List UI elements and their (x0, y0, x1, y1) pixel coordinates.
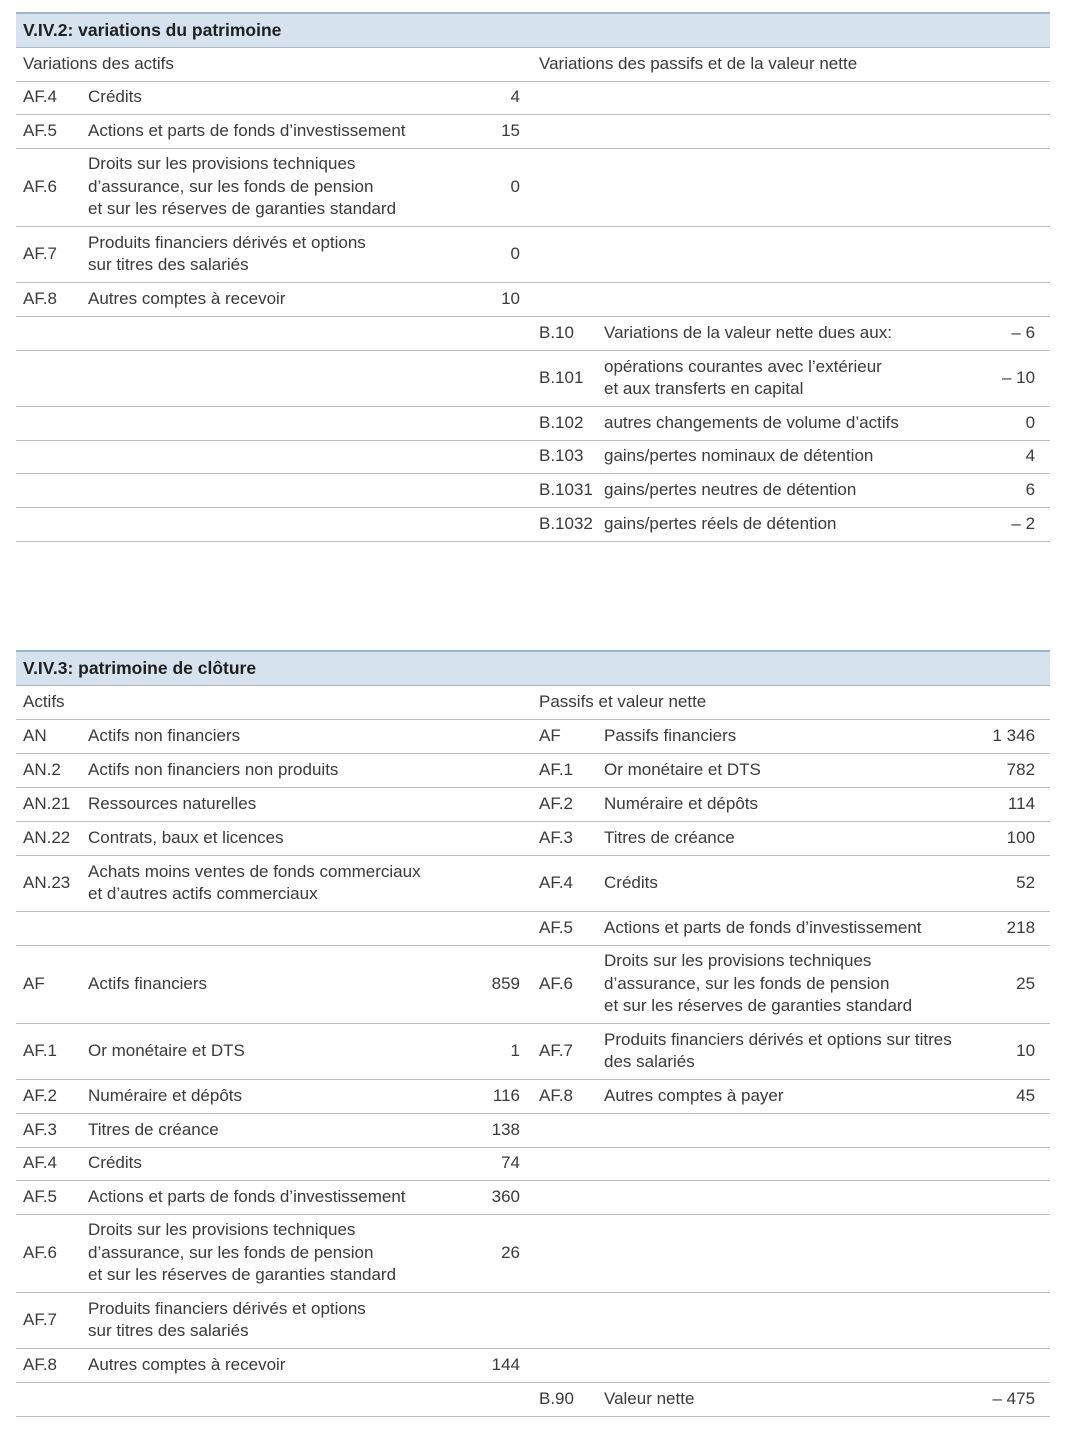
label-line: d’assurance, sur les fonds de pension (604, 973, 890, 993)
table-row (16, 1382, 1050, 1416)
right-value: 218 (974, 911, 1050, 945)
left-label (88, 821, 458, 855)
left-value (458, 406, 532, 440)
right-label (604, 81, 974, 114)
left-label (88, 719, 458, 753)
left-code: AF.4 (16, 81, 88, 114)
right-value: – 2 (974, 507, 1050, 541)
left-label (88, 945, 458, 1023)
right-label (604, 406, 974, 440)
label-line: Passifs financiers (604, 725, 737, 745)
right-code: AF (532, 719, 604, 753)
left-code: AF.5 (16, 1180, 88, 1214)
right-label (604, 911, 974, 945)
right-value (974, 226, 1050, 282)
right-value (974, 114, 1050, 148)
left-code (16, 911, 88, 945)
right-code: AF.4 (532, 855, 604, 911)
table-row (16, 753, 1050, 787)
right-code (532, 1292, 604, 1348)
label-line: opérations courantes avec l’extérieur (604, 356, 882, 376)
left-label (88, 282, 458, 316)
right-label (604, 316, 974, 350)
left-value: 10 (458, 282, 532, 316)
label-line: Produits financiers dérivés et options (88, 232, 366, 252)
left-label (88, 406, 458, 440)
right-code (532, 1180, 604, 1214)
table-row (16, 1180, 1050, 1214)
table-row (16, 350, 1050, 406)
label-line: sur titres des salariés (88, 255, 249, 274)
right-label (604, 1180, 974, 1214)
right-code (532, 226, 604, 282)
label-line: Actions et parts de fonds d’investissement (604, 917, 922, 937)
left-label (88, 440, 458, 473)
left-label (88, 316, 458, 350)
left-value: 116 (458, 1079, 532, 1113)
section-patrimoine-cloture (16, 650, 1050, 1417)
section-variations-patrimoine (16, 12, 1050, 542)
label-line: gains/pertes neutres de détention (604, 479, 857, 499)
right-value (974, 1113, 1050, 1147)
left-code (16, 316, 88, 350)
right-value: 782 (974, 753, 1050, 787)
left-label (88, 911, 458, 945)
label-line: Produits financiers dérivés et options sur titres (604, 1029, 952, 1049)
label-line: Actions et parts de fonds d’investissement (88, 120, 406, 140)
left-label (88, 507, 458, 541)
label-line: Or monétaire et DTS (604, 759, 761, 779)
accounts-table (16, 686, 1050, 1417)
right-code: AF.3 (532, 821, 604, 855)
left-label (88, 787, 458, 821)
left-value (458, 440, 532, 473)
left-value (458, 1382, 532, 1416)
left-value: 360 (458, 1180, 532, 1214)
left-value: 138 (458, 1113, 532, 1147)
right-value (974, 282, 1050, 316)
right-code: B.102 (532, 406, 604, 440)
left-label (88, 148, 458, 226)
right-value: – 475 (974, 1382, 1050, 1416)
label-line: Actifs non financiers (88, 725, 241, 745)
left-code (16, 507, 88, 541)
label-line: Crédits (88, 1153, 142, 1173)
right-label (604, 1348, 974, 1382)
left-value (458, 787, 532, 821)
left-code: AN.22 (16, 821, 88, 855)
section-title: V.IV.2: variations du patrimoine (16, 12, 1050, 48)
right-value: 114 (974, 787, 1050, 821)
label-line: et aux transferts en capital (604, 379, 804, 398)
table-row (16, 114, 1050, 148)
left-label (88, 753, 458, 787)
left-label (88, 1113, 458, 1147)
label-line: Numéraire et dépôts (604, 793, 759, 813)
label-line: Actifs non financiers non produits (88, 759, 339, 779)
right-code (532, 1214, 604, 1292)
right-label (604, 440, 974, 473)
left-label (88, 1214, 458, 1292)
right-label (604, 1147, 974, 1180)
left-code (16, 1382, 88, 1416)
right-code (532, 1113, 604, 1147)
left-code: AN.23 (16, 855, 88, 911)
left-label (88, 226, 458, 282)
left-label (88, 114, 458, 148)
left-value: 0 (458, 148, 532, 226)
label-line: Droits sur les provisions techniques (88, 1220, 356, 1240)
label-line: Crédits (604, 872, 658, 892)
left-code: AF.8 (16, 282, 88, 316)
left-column-header: Variations des actifs (16, 48, 532, 81)
left-value (458, 855, 532, 911)
left-label (88, 473, 458, 507)
left-value (458, 753, 532, 787)
left-value: 859 (458, 945, 532, 1023)
table-row (16, 719, 1050, 753)
right-code: AF.6 (532, 945, 604, 1023)
table-row (16, 945, 1050, 1023)
accounts-table (16, 48, 1050, 542)
right-label (604, 753, 974, 787)
left-label (88, 1079, 458, 1113)
right-code (532, 81, 604, 114)
right-value (974, 148, 1050, 226)
right-label (604, 821, 974, 855)
right-value: 6 (974, 473, 1050, 507)
table-row (16, 911, 1050, 945)
left-label (88, 1382, 458, 1416)
right-label (604, 719, 974, 753)
label-line: et sur les réserves de garanties standard (604, 996, 913, 1016)
left-code (16, 473, 88, 507)
left-code: AN.2 (16, 753, 88, 787)
table-row (16, 787, 1050, 821)
left-code (16, 350, 88, 406)
label-line: sur titres des salariés (88, 1321, 249, 1340)
left-code: AF.3 (16, 1113, 88, 1147)
label-line: Titres de créance (88, 1119, 219, 1139)
label-line: d’assurance, sur les fonds de pension (88, 176, 374, 196)
right-label (604, 148, 974, 226)
left-value (458, 316, 532, 350)
table-row (16, 1214, 1050, 1292)
table-row (16, 406, 1050, 440)
right-label (604, 1292, 974, 1348)
left-code: AF.5 (16, 114, 88, 148)
left-label (88, 81, 458, 114)
left-code (16, 406, 88, 440)
right-label (604, 945, 974, 1023)
left-code: AF (16, 945, 88, 1023)
table-row (16, 1348, 1050, 1382)
left-value: 0 (458, 226, 532, 282)
left-code: AN.21 (16, 787, 88, 821)
left-value (458, 821, 532, 855)
left-label (88, 1292, 458, 1348)
table-row (16, 440, 1050, 473)
table-row (16, 148, 1050, 226)
label-line: et d’autres actifs commerciaux (88, 884, 318, 903)
left-value (458, 1292, 532, 1348)
label-line: Actifs financiers (88, 973, 208, 993)
right-code: AF.2 (532, 787, 604, 821)
right-code: B.101 (532, 350, 604, 406)
right-label (604, 226, 974, 282)
right-label (604, 1079, 974, 1113)
label-line: des salariés (604, 1052, 695, 1071)
right-code (532, 114, 604, 148)
label-line: gains/pertes réels de détention (604, 513, 837, 533)
left-code: AF.2 (16, 1079, 88, 1113)
left-value (458, 911, 532, 945)
right-value: – 6 (974, 316, 1050, 350)
label-line: Ressources naturelles (88, 793, 257, 813)
label-line: Valeur nette (604, 1388, 695, 1408)
label-line: Produits financiers dérivés et options (88, 1298, 366, 1318)
right-code (532, 282, 604, 316)
right-code: AF.1 (532, 753, 604, 787)
label-line: d’assurance, sur les fonds de pension (88, 1242, 374, 1262)
left-value (458, 507, 532, 541)
left-value (458, 719, 532, 753)
right-value: 4 (974, 440, 1050, 473)
left-code: AF.8 (16, 1348, 88, 1382)
label-line: Or monétaire et DTS (88, 1040, 245, 1060)
table-row (16, 1023, 1050, 1079)
label-line: autres changements de volume d’actifs (604, 412, 899, 432)
table-row (16, 226, 1050, 282)
right-value (974, 1292, 1050, 1348)
left-value: 4 (458, 81, 532, 114)
table-header-row (16, 48, 1050, 81)
label-line: et sur les réserves de garanties standard (88, 199, 397, 219)
right-value (974, 1180, 1050, 1214)
left-label (88, 1180, 458, 1214)
table-row (16, 316, 1050, 350)
label-line: gains/pertes nominaux de détention (604, 446, 874, 466)
left-label (88, 350, 458, 406)
table-row (16, 855, 1050, 911)
table-row (16, 81, 1050, 114)
left-code: AF.6 (16, 148, 88, 226)
label-line: Crédits (88, 87, 142, 107)
right-label (604, 1113, 974, 1147)
label-line: Numéraire et dépôts (88, 1085, 243, 1105)
table-row (16, 1292, 1050, 1348)
right-label (604, 473, 974, 507)
right-value (974, 1348, 1050, 1382)
right-code: AF.8 (532, 1079, 604, 1113)
left-code (16, 440, 88, 473)
table-row (16, 507, 1050, 541)
right-label (604, 855, 974, 911)
label-line: Achats moins ventes de fonds commerciaux (88, 861, 421, 881)
right-label (604, 1382, 974, 1416)
left-code: AF.7 (16, 226, 88, 282)
right-value: 45 (974, 1079, 1050, 1113)
left-value: 144 (458, 1348, 532, 1382)
right-label (604, 282, 974, 316)
left-code: AF.7 (16, 1292, 88, 1348)
right-column-header: Variations des passifs et de la valeur nette (532, 48, 1050, 81)
left-column-header: Actifs (16, 686, 532, 719)
right-code: B.103 (532, 440, 604, 473)
label-line: et sur les réserves de garanties standard (88, 1265, 397, 1285)
label-line: Autres comptes à payer (604, 1085, 784, 1105)
label-line: Contrats, baux et licences (88, 827, 284, 847)
left-label (88, 1348, 458, 1382)
left-value (458, 350, 532, 406)
label-line: Droits sur les provisions techniques (604, 951, 872, 971)
table-header-row (16, 686, 1050, 719)
right-code (532, 148, 604, 226)
table-row (16, 282, 1050, 316)
right-code: AF.7 (532, 1023, 604, 1079)
left-label (88, 855, 458, 911)
right-label (604, 350, 974, 406)
table-row (16, 473, 1050, 507)
left-code: AF.6 (16, 1214, 88, 1292)
right-code: AF.5 (532, 911, 604, 945)
left-label (88, 1023, 458, 1079)
right-label (604, 507, 974, 541)
right-value: – 10 (974, 350, 1050, 406)
left-value: 74 (458, 1147, 532, 1180)
label-line: Autres comptes à recevoir (88, 1354, 286, 1374)
right-value (974, 81, 1050, 114)
label-line: Actions et parts de fonds d’investissement (88, 1186, 406, 1206)
right-value: 52 (974, 855, 1050, 911)
right-code (532, 1348, 604, 1382)
table-row (16, 1113, 1050, 1147)
right-code: B.10 (532, 316, 604, 350)
left-code: AN (16, 719, 88, 753)
right-value (974, 1214, 1050, 1292)
table-row (16, 1079, 1050, 1113)
left-value: 1 (458, 1023, 532, 1079)
label-line: Autres comptes à recevoir (88, 288, 286, 308)
right-value: 100 (974, 821, 1050, 855)
right-label (604, 1214, 974, 1292)
left-label (88, 1147, 458, 1180)
left-value (458, 473, 532, 507)
table-row (16, 821, 1050, 855)
right-label (604, 1023, 974, 1079)
left-value: 26 (458, 1214, 532, 1292)
right-code (532, 1147, 604, 1180)
right-value: 1 346 (974, 719, 1050, 753)
table-row (16, 1147, 1050, 1180)
left-value: 15 (458, 114, 532, 148)
left-code: AF.1 (16, 1023, 88, 1079)
label-line: Titres de créance (604, 827, 735, 847)
right-label (604, 114, 974, 148)
section-title: V.IV.3: patrimoine de clôture (16, 650, 1050, 686)
right-code: B.1031 (532, 473, 604, 507)
right-column-header: Passifs et valeur nette (532, 686, 1050, 719)
right-value: 10 (974, 1023, 1050, 1079)
right-value: 25 (974, 945, 1050, 1023)
right-code: B.1032 (532, 507, 604, 541)
label-line: Variations de la valeur nette dues aux: (604, 322, 892, 342)
right-value (974, 1147, 1050, 1180)
label-line: Droits sur les provisions techniques (88, 154, 356, 174)
right-label (604, 787, 974, 821)
left-code: AF.4 (16, 1147, 88, 1180)
right-code: B.90 (532, 1382, 604, 1416)
right-value: 0 (974, 406, 1050, 440)
